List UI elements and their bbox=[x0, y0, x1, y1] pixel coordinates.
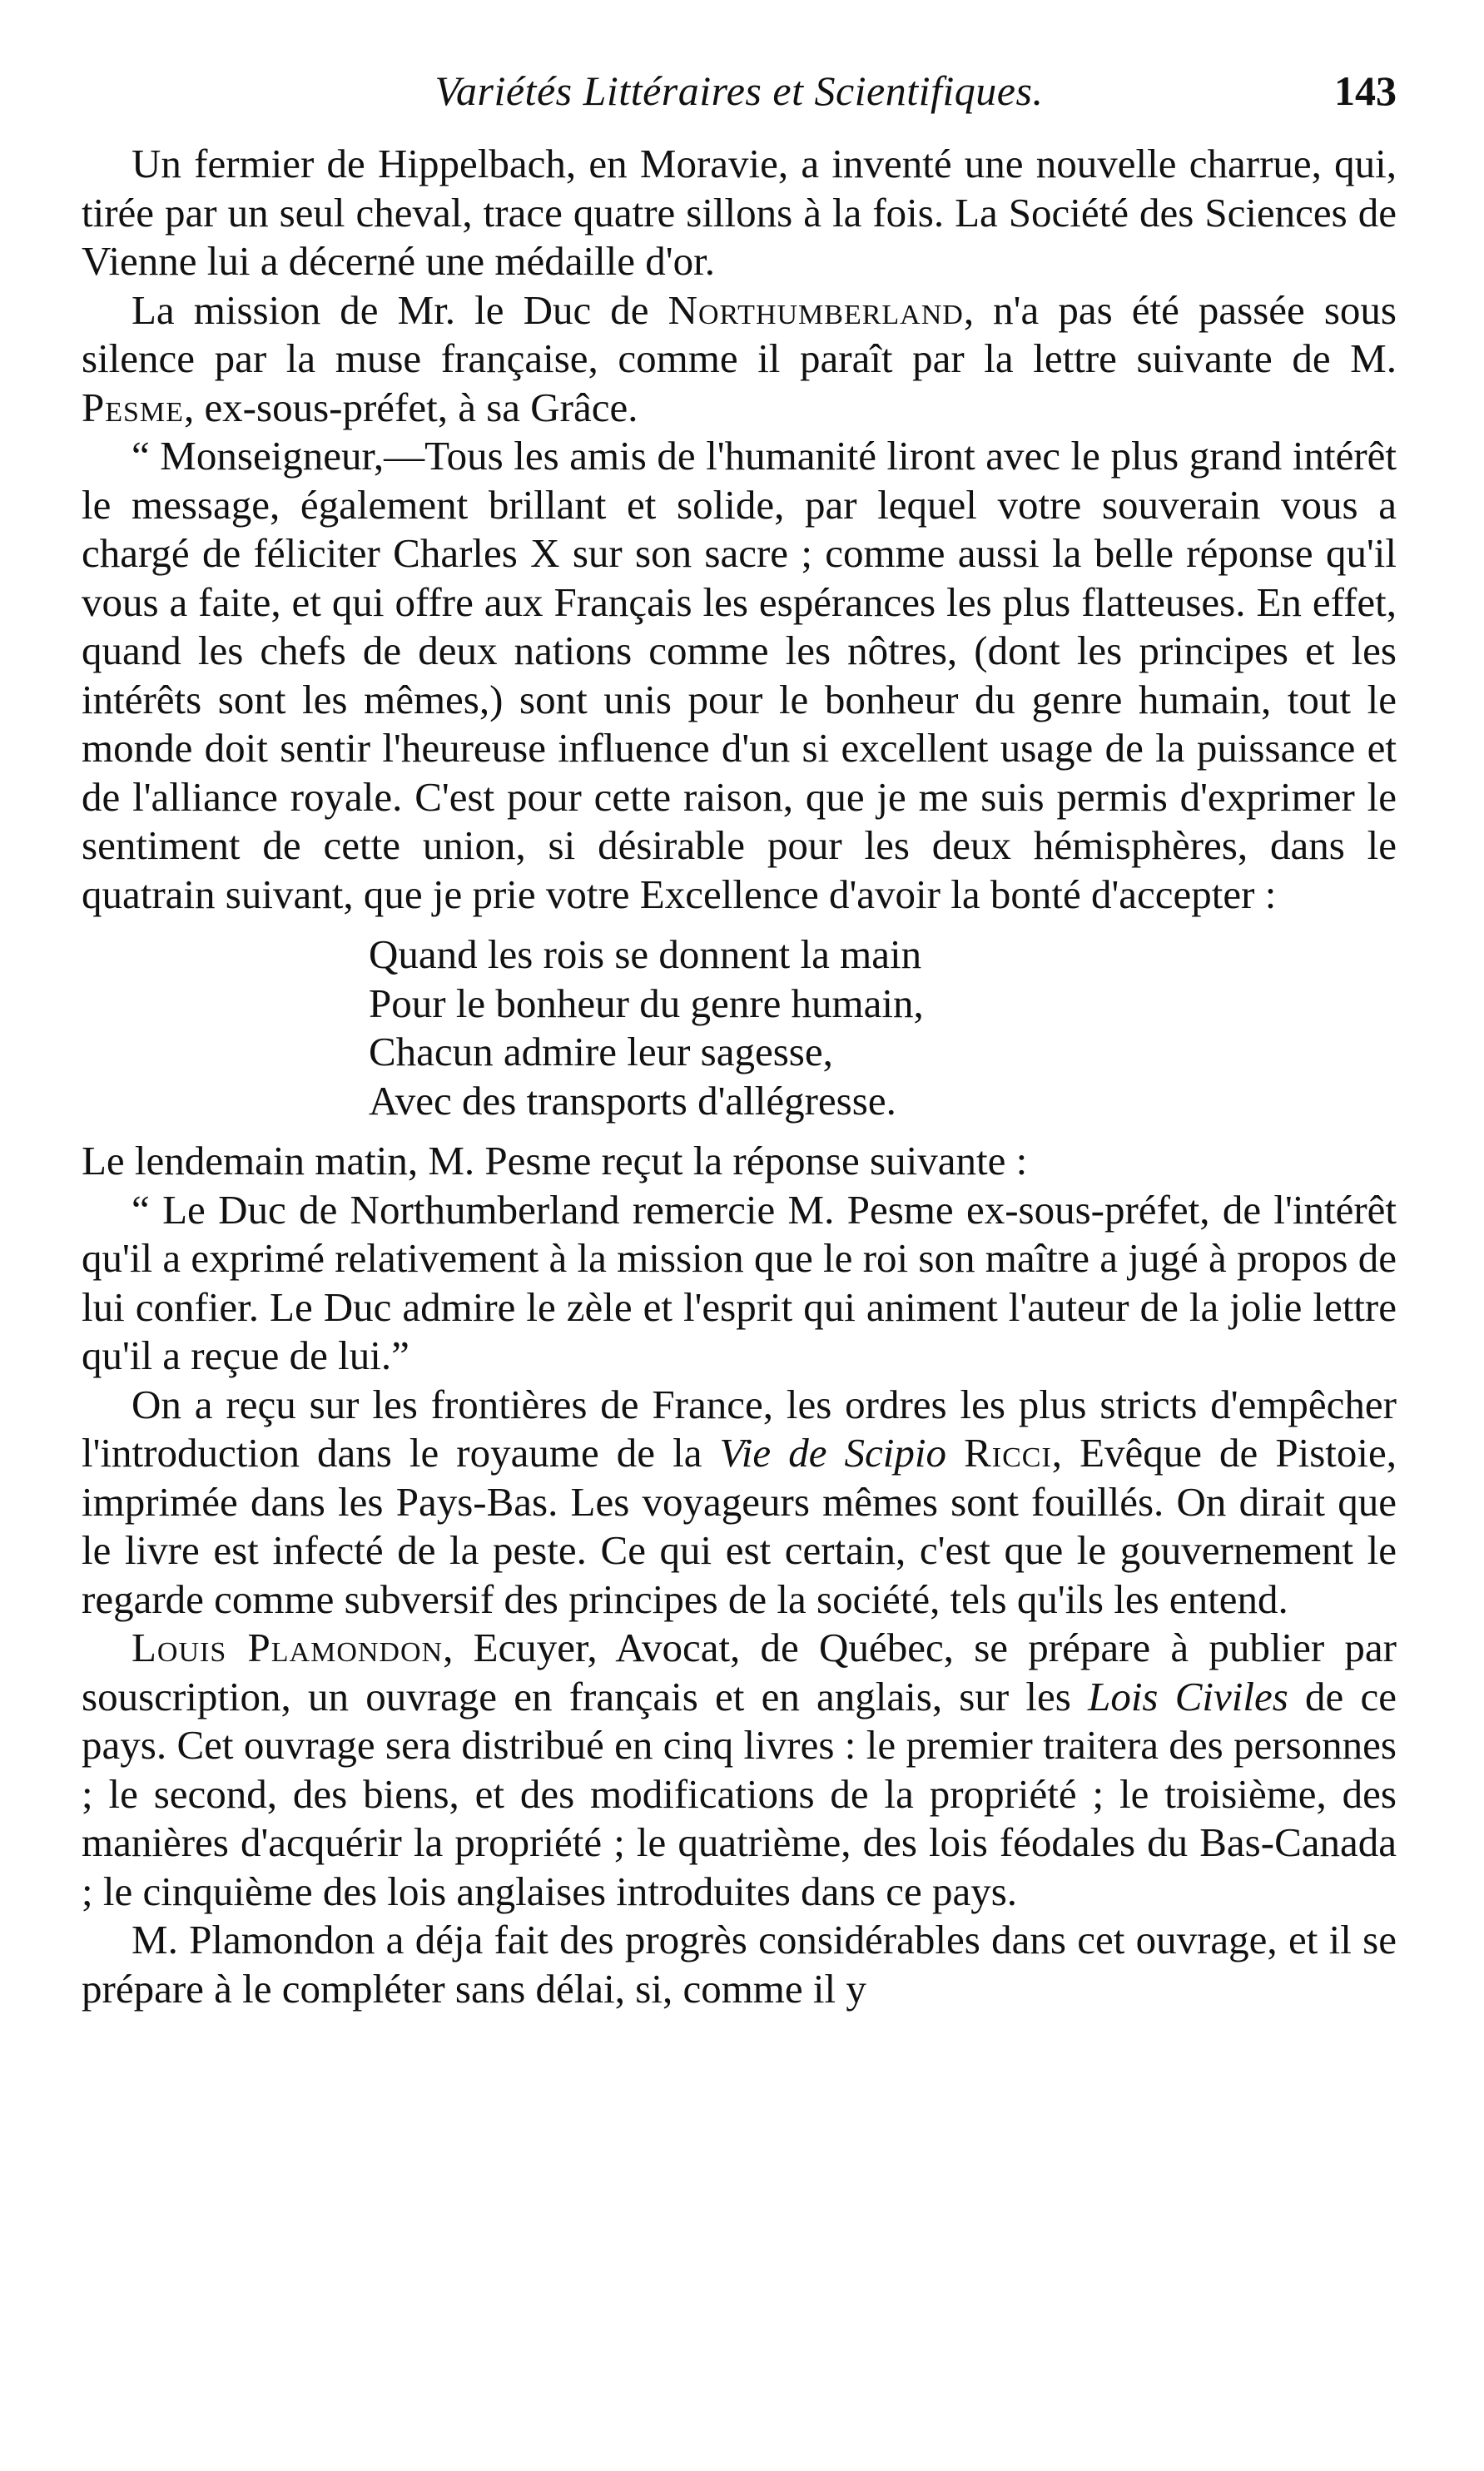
paragraph-mission-text-a: La mission de Mr. le Duc de bbox=[132, 286, 668, 333]
quatrain-line: Pour le bonheur du genre humain, bbox=[369, 980, 924, 1026]
paragraph-ricci-text-b: , Evêque de Pistoie, imprimée dans les Pays-Bas. Les voyageurs mêmes sont fouillés. On dirait que le livre est infecté de la peste. Ce qui est certain, c'est que le gouvernement le regarde comme subversif des principes de la société, tels qu'ils les entend. bbox=[82, 1430, 1397, 1622]
running-head: Variétés Littéraires et Scientifiques. bbox=[434, 67, 1044, 114]
paragraph-reply: “ Le Duc de Northumberland remercie M. Pesme ex-sous-préfet, de l'intérêt qu'il a exprimé relativement à la mission que le roi son maître a jugé à propos de lui confier. Le Duc admire le zèle et l'esprit qui animent l'auteur de la jolie lettre qu'il a reçue de lui.” bbox=[82, 1186, 1397, 1378]
body-text bbox=[82, 140, 1397, 2013]
page-header bbox=[82, 50, 1397, 125]
name-pesme: Pesme bbox=[82, 384, 184, 430]
book-page bbox=[82, 50, 1397, 2447]
quatrain-line: Quand les rois se donnent la main bbox=[369, 931, 922, 977]
paragraph-plamondon bbox=[82, 1624, 1397, 1916]
quatrain bbox=[369, 930, 1397, 1125]
paragraph-plamondon-text-a: , Ecuyer, Avocat, de Québec, se prépare à publier par souscription, un ouvrage en français et en anglais, sur les bbox=[82, 1625, 1397, 1719]
page-number: 143 bbox=[1334, 67, 1397, 114]
paragraph-ricci-text-a: On a reçu sur les frontières de France, les ordres les plus stricts d'empêcher l'introduction dans le royaume de la bbox=[82, 1381, 1397, 1476]
paragraph-progres: M. Plamondon a déja fait des progrès considérables dans cet ouvrage, et il se prépare à le compléter sans délai, si, comme il y bbox=[82, 1917, 1397, 2012]
book-title-vie-de-scipio: Vie de Scipio bbox=[719, 1430, 947, 1476]
name-ricci: Ricci bbox=[964, 1430, 1052, 1476]
name-louis-plamondon: Louis Plamondon bbox=[132, 1625, 444, 1670]
paragraph-mission bbox=[82, 286, 1397, 433]
paragraph-charrue: Un fermier de Hippelbach, en Moravie, a inventé une nouvelle charrue, qui, tirée par un seul cheval, trace quatre sillons à la fois. La Société des Sciences de Vienne lui a décerné une médaille d'or. bbox=[82, 141, 1397, 284]
quatrain-line: Avec des transports d'allégresse. bbox=[369, 1077, 896, 1124]
paragraph-lendemain: Le lendemain matin, M. Pesme reçut la réponse suivante : bbox=[82, 1138, 1028, 1183]
quatrain-line: Chacun admire leur sagesse, bbox=[369, 1029, 833, 1074]
name-northumberland: Northumberland bbox=[668, 286, 964, 333]
paragraph-ricci bbox=[82, 1381, 1397, 1625]
paragraph-mission-text-c: , ex-sous-préfet, à sa Grâce. bbox=[183, 384, 638, 430]
paragraph-letter: “ Monseigneur,—Tous les amis de l'humanité liront avec le plus grand intérêt le message, également brillant et solide, par lequel votre souverain vous a chargé de féliciter Charles X sur son sacre ; comme aussi la belle réponse qu'il vous a faite, et qui offre aux Français les espérances les plus flatteuses. En effet, quand les chefs de deux nations comme les nôtres, (dont les principes et les intérêts sont les mêmes,) sont unis pour le bonheur du genre humain, tout le monde doit sentir l'heureuse influence d'un si excellent usage de la puissance et de l'alliance royale. C'est pour cette raison, que je me suis permis d'exprimer le sentiment de cette union, si désirable pour les deux hémisphères, dans le quatrain suivant, que je prie votre Excellence d'avoir la bonté d'accepter : bbox=[82, 433, 1397, 917]
paragraph-plamondon-text-b: de ce pays. Cet ouvrage sera distribué en cinq livres : le premier traitera des personnes ; le second, des biens, et des modifications de la propriété ; le troisième, des manières d'acquérir la propriété ; le quatrième, des lois féodales du Bas-Canada ; le cinquième des lois anglaises introduites dans ce pays. bbox=[82, 1673, 1397, 1914]
book-title-lois-civiles: Lois Civiles bbox=[1088, 1673, 1288, 1719]
paragraph-mission-text-b: , n'a pas été passée sous silence par la muse française, comme il paraît par la lettre suivante de M. bbox=[82, 286, 1397, 381]
